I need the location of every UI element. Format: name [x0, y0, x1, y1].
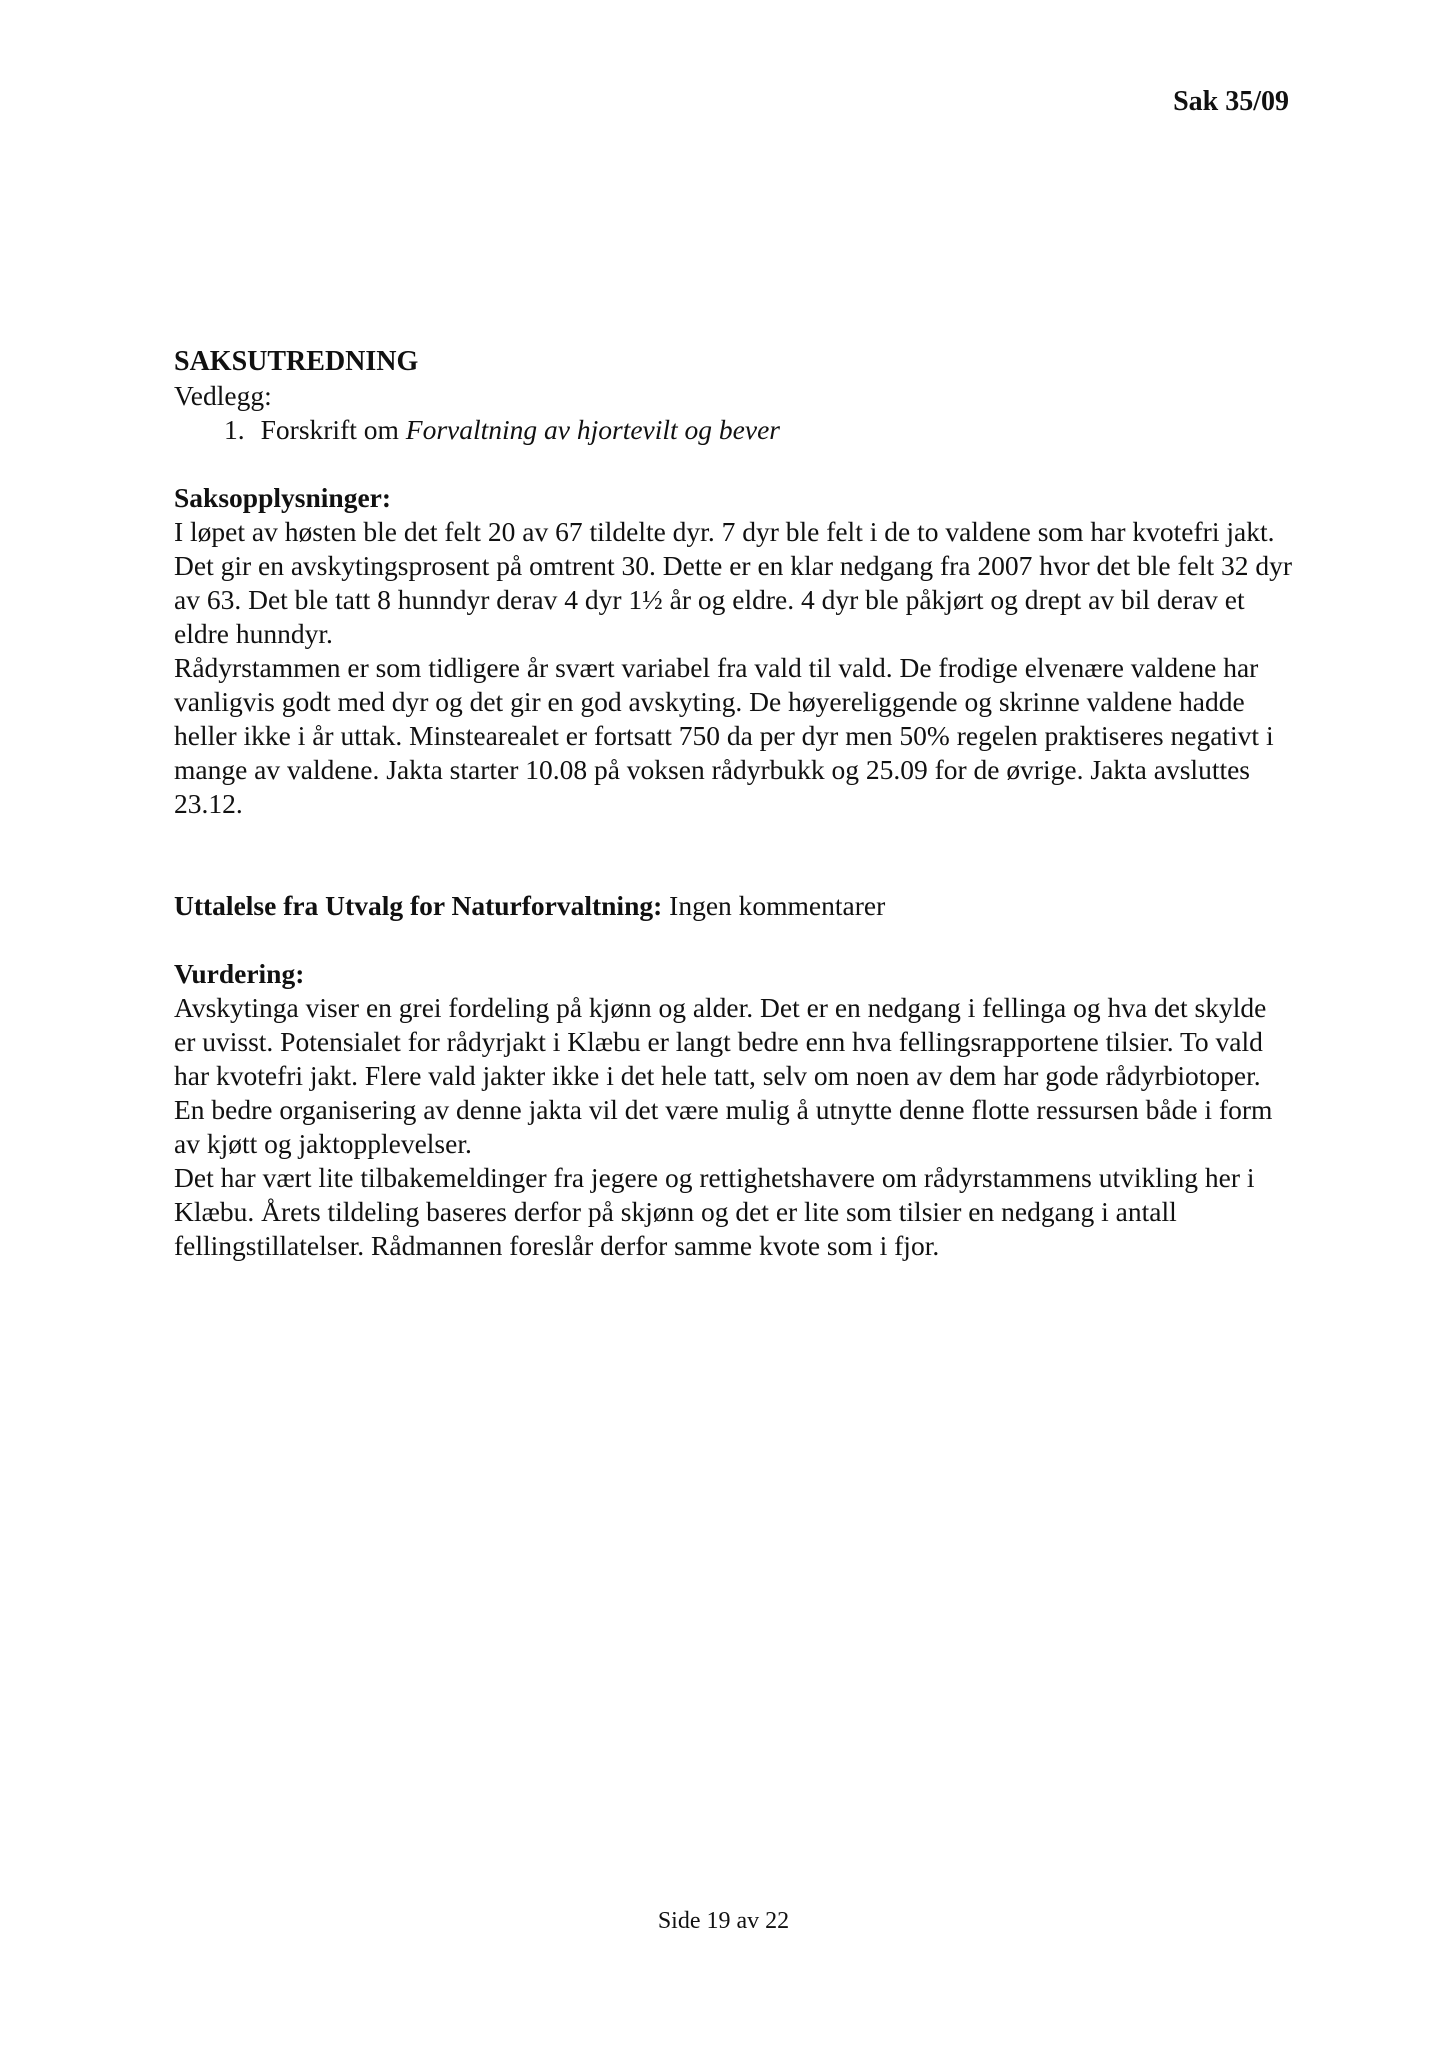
assessment-paragraph-2: Det har vært lite tilbakemeldinger fra jegere og rettighetshavere om rådyrstammens utvikling her i Klæbu. Årets tildeling baseres derfor på skjønn og det er lite som tilsier en nedgang i antall fellingstillatelser. Rådmannen foreslår derfor samme kvote som i fjor.: [174, 1162, 1255, 1261]
attachment-item: [224, 413, 1294, 447]
statement-heading: Uttalelse fra Utvalg for Naturforvaltning:: [174, 890, 663, 921]
attachments-label: Vedlegg:: [174, 380, 272, 411]
document-body: [174, 345, 1294, 1263]
assessment-heading: Vurdering:: [174, 958, 305, 989]
document-title: SAKSUTREDNING: [174, 346, 419, 377]
statement-line: [174, 889, 1294, 923]
facts-paragraph-1: I løpet av høsten ble det felt 20 av 67 tildelte dyr. 7 dyr ble felt i de to valdene som har kvotefri jakt. Det gir en avskytingsprosent på omtrent 30. Dette er en klar nedgang fra 2007 hvor det ble felt 32 dyr av 63. Det ble tatt 8 hunndyr derav 4 dyr 1½ år og eldre. 4 dyr ble påkjørt og drept av bil derav et eldre hunndyr.: [174, 516, 1293, 649]
facts-paragraph-2: Rådyrstammen er som tidligere år svært variabel fra vald til vald. De frodige elvenære valdene har vanligvis godt med dyr og det gir en god avskyting. De høyereliggende og skrinne valdene hadde heller ikke i år uttak. Minstearealet er fortsatt 750 da per dyr men 50% regelen praktiseres negativt i mange av valdene. Jakta starter 10.08 på voksen rådyrbukk og 25.09 for de øvrige. Jakta avsluttes 23.12.: [174, 652, 1274, 819]
case-number: Sak 35/09: [1173, 86, 1289, 117]
assessment-paragraph-1: Avskytinga viser en grei fordeling på kjønn og alder. Det er en nedgang i fellinga og hva det skylde er uvisst. Potensialet for rådyrjakt i Klæbu er langt bedre enn hva fellingsrapportene tilsier. To vald har kvotefri jakt. Flere vald jakter ikke i det hele tatt, selv om noen av dem har gode rådyrbiotoper. En bedre organisering av denne jakta vil det være mulig å utnytte denne flotte ressursen både i form av kjøtt og jaktopplevelser.: [174, 992, 1273, 1159]
attachment-list: [174, 413, 1294, 447]
attachment-prefix: Forskrift om: [260, 414, 406, 445]
attachment-title: Forvaltning av hjortevilt og bever: [405, 414, 780, 445]
statement-text: Ingen kommentarer: [662, 890, 886, 921]
facts-heading: Saksopplysninger:: [174, 482, 392, 513]
attachment-number: 1.: [224, 414, 245, 445]
page-footer: Side 19 av 22: [657, 1908, 790, 1934]
